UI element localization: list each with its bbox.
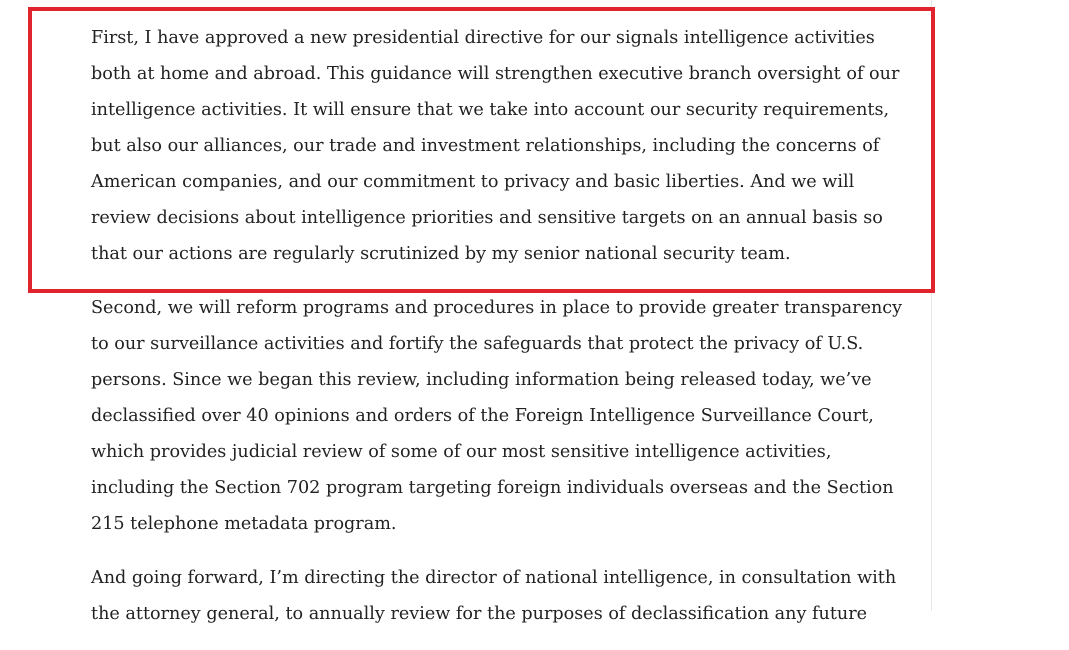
text-line: declassified over 40 opinions and orders of the Foreign Intelligence Surveillance Court,	[91, 406, 874, 426]
text-line: And going forward, I’m directing the director of national intelligence, in consultation with	[91, 568, 897, 588]
column-divider	[931, 0, 932, 611]
text-line: the attorney general, to annually review for the purposes of declassification any future	[91, 604, 868, 624]
article-body	[91, 20, 903, 650]
text-line: Second, we will reform programs and procedures in place to provide greater transparency	[91, 298, 903, 318]
text-line: First, I have approved a new presidential directive for our signals intelligence activities	[91, 28, 875, 48]
text-line: but also our alliances, our trade and investment relationships, including the concerns of	[91, 136, 880, 156]
paragraph-transparency	[91, 290, 903, 542]
text-line: which provides judicial review of some of our most sensitive intelligence activities,	[91, 442, 832, 462]
text-line: to our surveillance activities and fortify the safeguards that protect the privacy of U.S.	[91, 334, 864, 354]
paragraph-directive	[91, 20, 900, 272]
text-line: including the Section 702 program targeting foreign individuals overseas and the Section	[91, 478, 894, 498]
text-line: American companies, and our commitment to privacy and basic liberties. And we will	[91, 172, 855, 192]
paragraph-going-forward	[91, 560, 897, 632]
text-line: review decisions about intelligence priorities and sensitive targets on an annual basis so	[91, 208, 883, 228]
text-line: both at home and abroad. This guidance will strengthen executive branch oversight of our	[91, 64, 900, 84]
text-line: that our actions are regularly scrutinized by my senior national security team.	[91, 244, 791, 264]
text-line: 215 telephone metadata program.	[91, 514, 397, 534]
text-line: persons. Since we began this review, including information being released today, we’ve	[91, 370, 872, 390]
text-line: intelligence activities. It will ensure that we take into account our security requirements,	[91, 100, 890, 120]
